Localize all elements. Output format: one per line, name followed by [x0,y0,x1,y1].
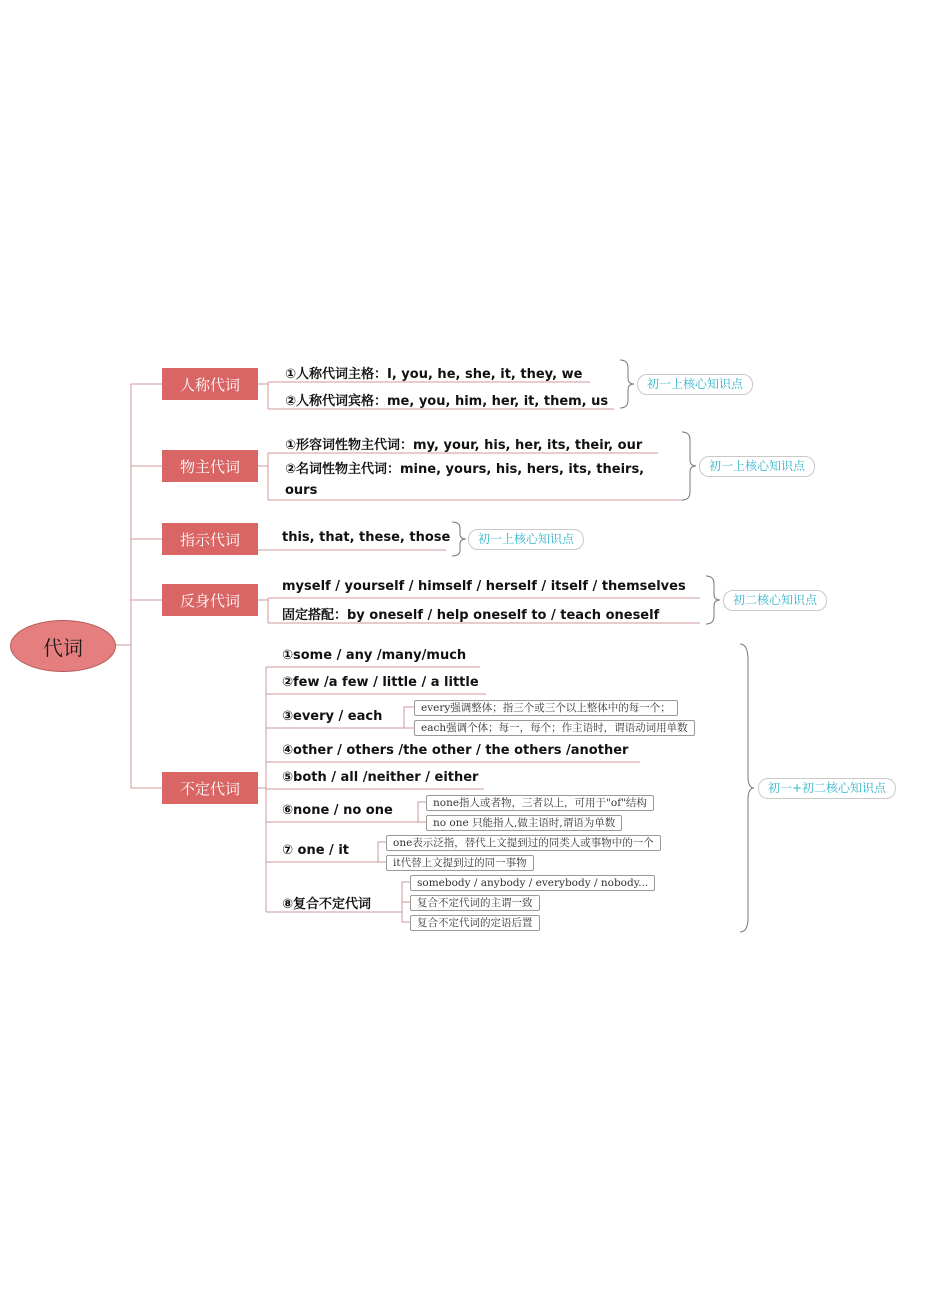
brace-3 [452,522,466,556]
root-node: 代词 [10,620,116,672]
indefinite-item-1: ①some / any /many/much [282,648,467,663]
cat5-connector [258,667,266,912]
note-compound-list: somebody / anybody / everybody / nobody... [410,875,655,891]
indefinite-item-2: ②few /a few / little / a little [282,675,479,690]
item-fixed-collocation: 固定搭配：by oneself / help oneself to / teach oneself [282,608,660,623]
brace-1 [620,360,634,408]
level-tag-2: 初一上核心知识点 [699,456,815,477]
note-it: it代替上文提到过的同一事物 [386,855,534,871]
indefinite-item-5: ⑤both / all /neither / either [282,770,479,785]
indefinite-item-6: ⑥none / no one [282,803,393,818]
item-adjective-possessive: ①形容词性物主代词：my, your, his, her, its, their, our [285,438,643,453]
note-each: each强调个体；每一，每个；作主语时，谓语动词用单数 [414,720,695,736]
cat4-connector [258,598,268,623]
level-tag-4: 初二核心知识点 [723,590,827,611]
indefinite-item-7: ⑦ one / it [282,843,350,858]
note-connector-7 [372,842,386,862]
cat1-connector [258,382,268,409]
note-no-one: no one 只能指人,做主语时,谓语为单数 [426,815,622,831]
indefinite-item-4: ④other / others /the other / the others /another [282,743,629,758]
note-one: one表示泛指，替代上文提到过的同类人或事物中的一个 [386,835,661,851]
note-compound-postposition: 复合不定代词的定语后置 [410,915,540,931]
brace-2 [682,432,696,500]
category-reflexive-pronoun: 反身代词 [162,584,258,616]
note-connector-3 [398,707,414,728]
brace-5 [740,644,754,932]
level-tag-3: 初一上核心知识点 [468,529,584,550]
note-none: none指人或者物，三者以上，可用于"of"结构 [426,795,654,811]
item-personal-object: ②人称代词宾格：me, you, him, her, it, them, us [285,394,609,409]
note-connector-8 [396,882,410,922]
level-tag-5: 初一+初二核心知识点 [758,778,896,799]
indefinite-item-3: ③every / each [282,709,383,724]
cat2-connector [258,453,268,500]
category-indefinite-pronoun: 不定代词 [162,772,258,804]
note-every: every强调整体；指三个或三个以上整体中的每一个； [414,700,678,716]
indefinite-item-8: ⑧复合不定代词 [282,897,372,912]
item-demonstratives: this, that, these, those [282,530,451,545]
category-demonstrative-pronoun: 指示代词 [162,523,258,555]
brace-4 [706,576,720,624]
category-possessive-pronoun: 物主代词 [162,450,258,482]
item-noun-possessive: ②名词性物主代词：mine, yours, his, hers, its, theirs, ours [285,462,645,498]
note-connector-6 [412,802,426,822]
category-personal-pronoun: 人称代词 [162,368,258,400]
note-compound-agreement: 复合不定代词的主谓一致 [410,895,540,911]
level-tag-1: 初一上核心知识点 [637,374,753,395]
item-personal-subject: ①人称代词主格：I, you, he, she, it, they, we [285,367,583,382]
item-reflexives: myself / yourself / himself / herself / itself / themselves [282,579,686,594]
